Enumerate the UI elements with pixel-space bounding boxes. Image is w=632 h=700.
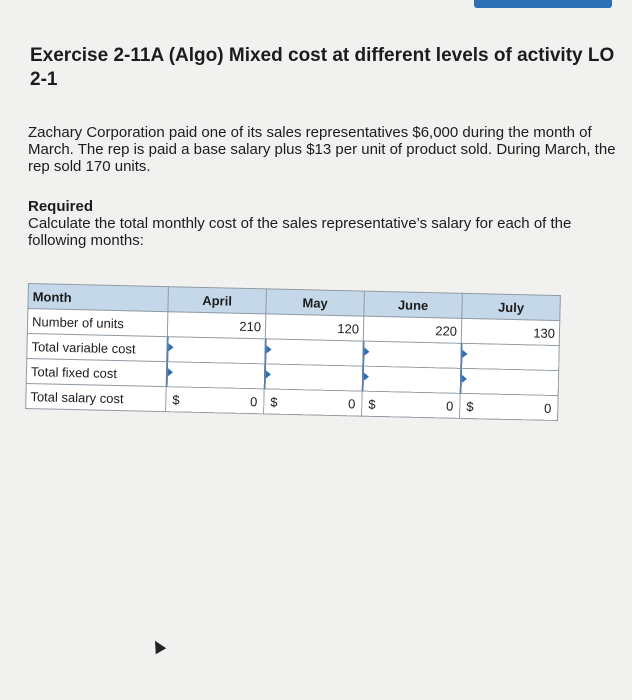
currency-symbol: $: [172, 392, 180, 408]
variable-cost-june-input[interactable]: [363, 341, 462, 368]
cost-table: [25, 283, 561, 421]
row-label-salary: Total salary cost: [26, 383, 167, 411]
salary-total-july: [460, 393, 559, 420]
fixed-cost-july-input[interactable]: [460, 368, 559, 395]
currency-symbol: $: [466, 398, 474, 415]
salary-total-june: [362, 391, 461, 418]
salary-amount-june: 0: [445, 398, 454, 414]
cost-table-container: [25, 283, 560, 427]
salary-total-may: [264, 389, 363, 416]
salary-amount-may: 0: [347, 396, 356, 412]
required-instructions: Calculate the total monthly cost of the sales representative’s salary for each of the following months:: [28, 215, 572, 249]
variable-cost-july-input[interactable]: [461, 343, 560, 370]
row-label-variable: Total variable cost: [27, 333, 168, 361]
fixed-cost-june-input[interactable]: [362, 366, 461, 393]
header-june: June: [364, 291, 463, 318]
units-may: 120: [265, 314, 364, 341]
currency-symbol: $: [368, 396, 376, 412]
salary-amount-july: 0: [543, 400, 552, 416]
header-month: Month: [28, 284, 169, 312]
row-label-fixed: Total fixed cost: [26, 358, 167, 386]
header-april: April: [168, 287, 267, 314]
currency-symbol: $: [270, 394, 278, 410]
row-label-units: Number of units: [27, 309, 168, 337]
variable-cost-april-input[interactable]: [167, 337, 266, 364]
salary-total-april: [166, 387, 265, 414]
units-june: 220: [363, 316, 462, 343]
top-action-button[interactable]: [474, 0, 612, 8]
header-may: May: [266, 289, 365, 316]
header-july: July: [462, 293, 561, 320]
required-heading: Required: [28, 198, 94, 215]
mouse-cursor-icon: [150, 638, 166, 654]
fixed-cost-may-input[interactable]: [264, 364, 363, 391]
fixed-cost-april-input[interactable]: [166, 362, 265, 389]
units-april: 210: [167, 312, 266, 339]
variable-cost-may-input[interactable]: [265, 339, 364, 366]
exercise-title: Exercise 2-11A (Algo) Mixed cost at different levels of activity LO 2-1: [30, 45, 615, 90]
salary-amount-april: 0: [249, 394, 258, 410]
exercise-description: Zachary Corporation paid one of its sales representatives $6,000 during the month of March. The rep is paid a base salary plus $13 per unit of product sold. During March, the rep sold 170 units.: [28, 124, 616, 175]
units-july: 130: [461, 318, 560, 345]
